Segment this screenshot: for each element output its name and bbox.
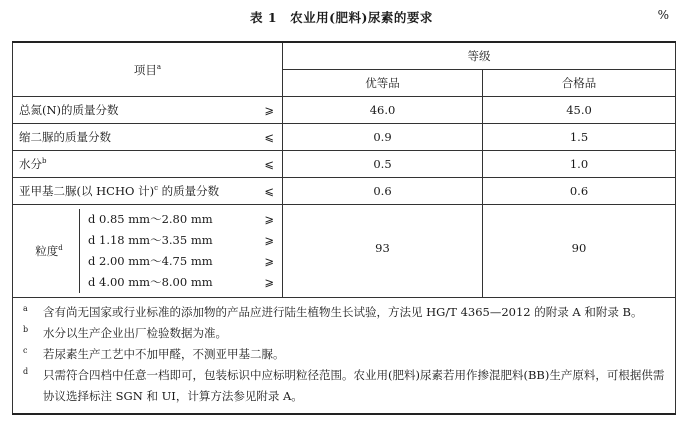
footnote (23, 323, 665, 344)
operator: ⩾ (264, 233, 274, 247)
row-label: 总氮(N)的质量分数 (13, 97, 257, 124)
granularity-range: d 1.18 mm～3.35 mm (88, 233, 213, 247)
table-row (13, 151, 676, 178)
granularity-operators (257, 205, 283, 298)
granularity-range: d 2.00 mm～4.75 mm (88, 254, 213, 268)
header-grade-premium: 优等品 (283, 70, 483, 97)
granularity-label: 粒度$^d$ (35, 244, 63, 258)
table-caption (0, 8, 683, 28)
operator: ⩾ (264, 275, 274, 289)
header-item: 项目$^a$ (13, 42, 283, 97)
table-title: 表 1 农业用(肥料)尿素的要求 (250, 10, 433, 25)
footnote (23, 344, 665, 365)
value-premium: 46.0 (283, 97, 483, 124)
table-row (13, 178, 676, 205)
header-grade: 等级 (283, 42, 676, 70)
table-row (13, 124, 676, 151)
value-qualified: 90 (483, 205, 676, 298)
granularity-range: d 0.85 mm～2.80 mm (88, 212, 213, 226)
notes-row (13, 298, 676, 415)
operator: ⩽ (257, 178, 283, 205)
row-label: 水分$^b$ (13, 151, 257, 178)
value-qualified: 0.6 (483, 178, 676, 205)
operator: ⩽ (257, 151, 283, 178)
footnote-text: 若尿素生产工艺中不加甲醛，不测亚甲基二脲。 (43, 347, 285, 361)
value-qualified: 1.0 (483, 151, 676, 178)
footnote-mark: a (23, 304, 28, 313)
value-qualified: 45.0 (483, 97, 676, 124)
value-premium: 93 (283, 205, 483, 298)
row-label: 缩二脲的质量分数 (13, 124, 257, 151)
row-label: 亚甲基二脲(以 HCHO 计)$^c$ 的质量分数 (13, 178, 257, 205)
footnote-mark: d (23, 367, 29, 376)
granularity-ranges (79, 209, 213, 293)
operator: ⩾ (264, 212, 274, 226)
value-premium: 0.6 (283, 178, 483, 205)
footnote-mark: c (23, 346, 28, 355)
operator: ⩾ (257, 97, 283, 124)
granularity-range: d 4.00 mm～8.00 mm (88, 275, 213, 289)
header-grade-qualified: 合格品 (483, 70, 676, 97)
footnote (23, 365, 665, 407)
granularity-label-cell (13, 205, 257, 298)
granularity-row (13, 205, 676, 298)
value-premium: 0.5 (283, 151, 483, 178)
unit-label: % (657, 8, 669, 22)
value-qualified: 1.5 (483, 124, 676, 151)
footnote-text: 只需符合四档中任意一档即可，包装标识中应标明粒径范围。农业用(肥料)尿素若用作掺混肥料(BB)生产原料，可根据供需协议选择标注 SGN 和 UI，计算方法参见附录 A。 (43, 368, 665, 403)
footnote (23, 302, 665, 323)
footnote-text: 水分以生产企业出厂检验数据为准。 (43, 326, 227, 340)
operator: ⩽ (257, 124, 283, 151)
table-row (13, 97, 676, 124)
operator: ⩾ (264, 254, 274, 268)
value-premium: 0.9 (283, 124, 483, 151)
footnote-mark: b (23, 325, 29, 334)
footnote-text: 含有尚无国家或行业标准的添加物的产品应进行陆生植物生长试验，方法见 HG/T 4365—2012 的附录 A 和附录 B。 (43, 305, 643, 319)
requirements-table (12, 41, 676, 415)
footnotes (13, 298, 676, 415)
